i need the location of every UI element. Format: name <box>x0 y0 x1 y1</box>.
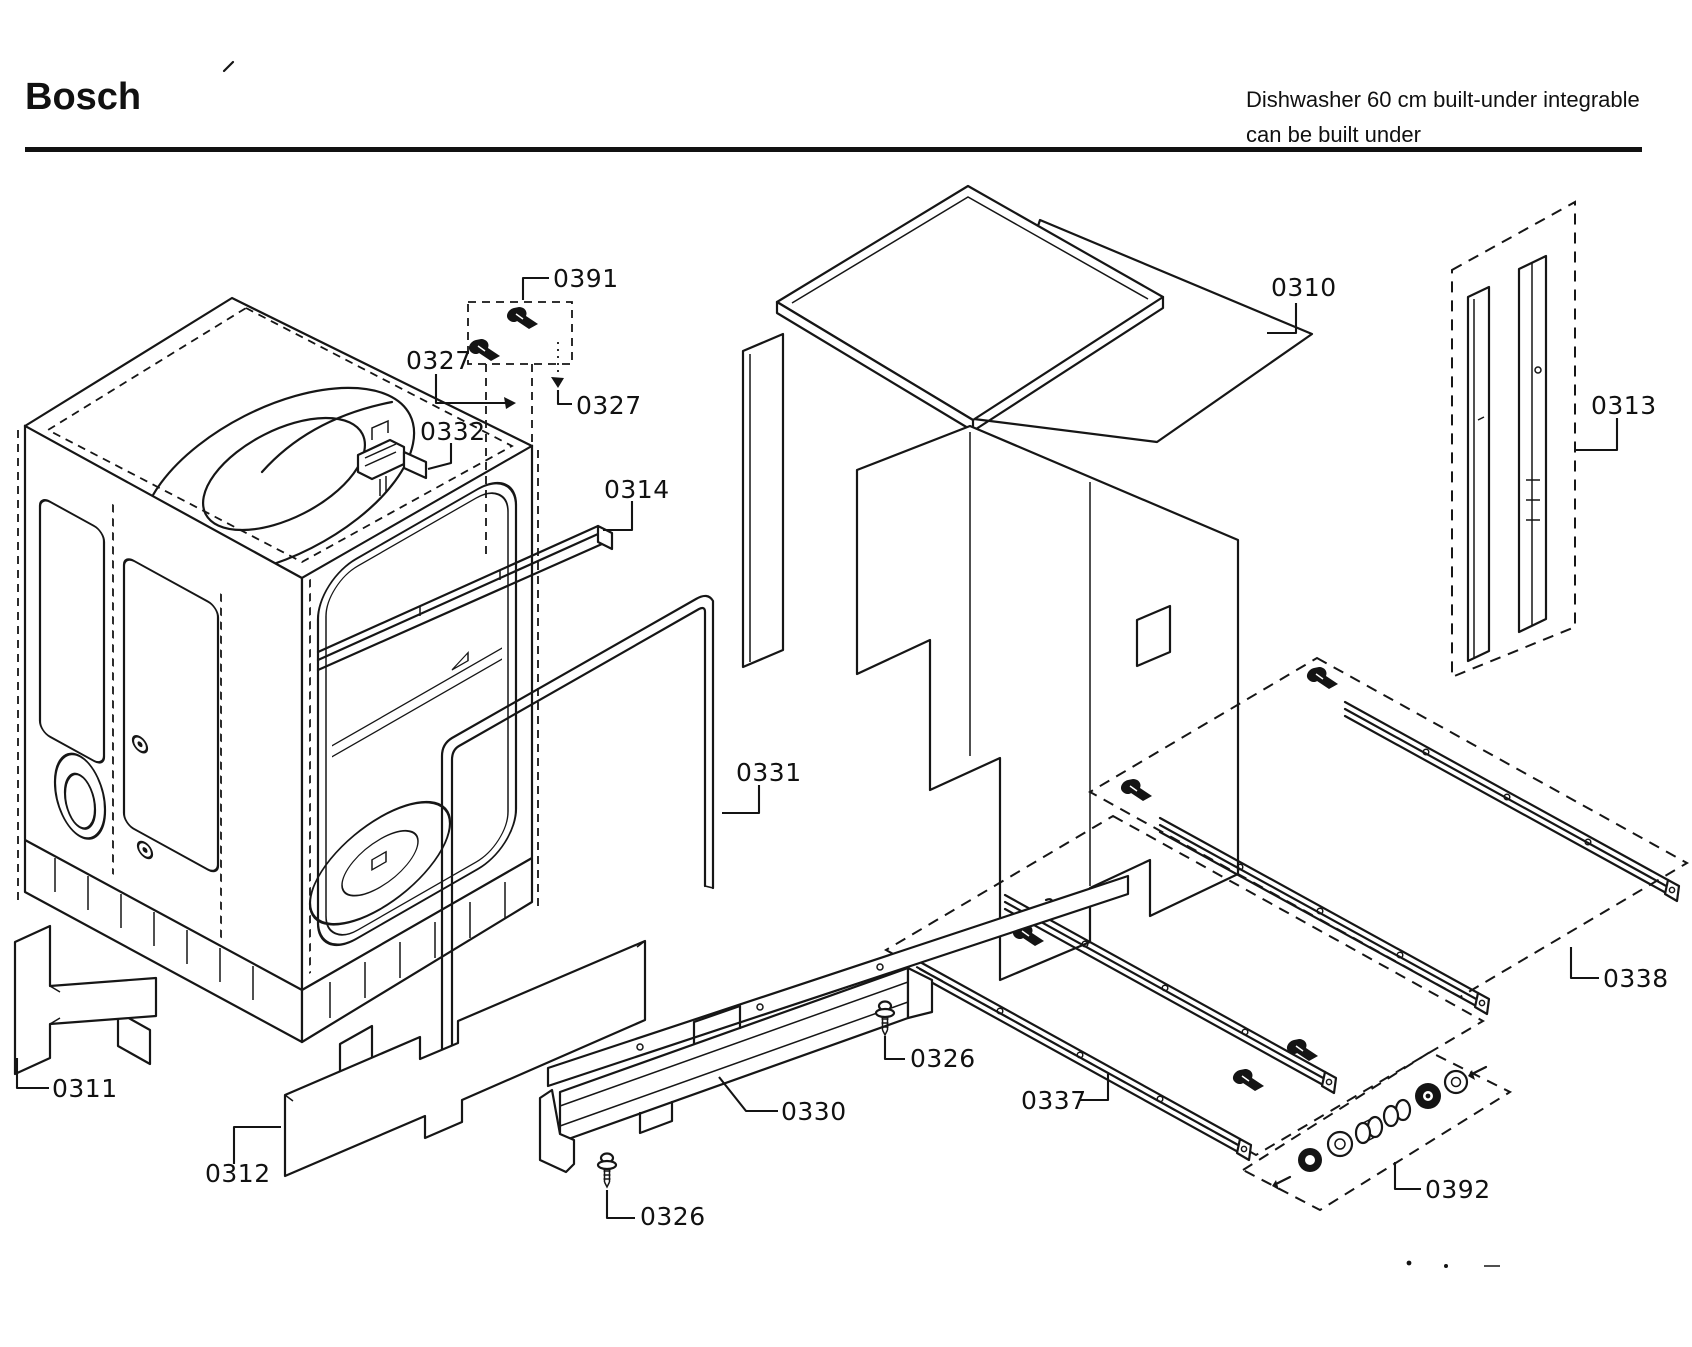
side-strips-0313 <box>1452 202 1575 677</box>
product-description <box>1246 82 1640 152</box>
part-label-0327: 0327 <box>406 346 472 375</box>
product-description-line1: Dishwasher 60 cm built-under integrable <box>1246 87 1640 112</box>
rail-clip <box>1307 667 1338 689</box>
tub-assembly <box>18 298 612 1078</box>
part-label-0313: 0313 <box>1591 391 1657 420</box>
rail-clip <box>1233 1069 1264 1091</box>
leader-line-0331 <box>722 785 759 813</box>
part-label-0338: 0338 <box>1603 964 1669 993</box>
leader-line-0314 <box>603 501 632 530</box>
part-label-0337: 0337 <box>1021 1086 1087 1115</box>
leader-line-0327 <box>558 390 572 404</box>
part-label-0331: 0331 <box>736 758 802 787</box>
leader-arrow <box>551 377 564 388</box>
part-label-0314: 0314 <box>604 475 670 504</box>
leader-line-0313 <box>1576 418 1617 450</box>
rail <box>1345 702 1679 901</box>
leader-line-0391 <box>523 278 549 300</box>
leader-line-0338 <box>1571 947 1599 978</box>
rail-clip <box>1287 1039 1318 1061</box>
part-label-0391: 0391 <box>553 264 619 293</box>
leader-line-0326 <box>885 1036 905 1059</box>
header-divider <box>25 147 1642 152</box>
leader-line-0326 <box>607 1190 635 1218</box>
product-description-line2: can be built under <box>1246 122 1421 147</box>
part-label-0327: 0327 <box>576 391 642 420</box>
part-label-0332: 0332 <box>420 417 486 446</box>
part-label-0326: 0326 <box>910 1044 976 1073</box>
part-label-0330: 0330 <box>781 1097 847 1126</box>
part-label-0312: 0312 <box>205 1159 271 1188</box>
leader-line-0392 <box>1395 1162 1421 1189</box>
part-label-0311: 0311 <box>52 1074 118 1103</box>
brand-logo: Bosch <box>25 76 142 118</box>
leader-line-0327 <box>436 374 508 403</box>
screw-0326 <box>598 1154 616 1188</box>
part-label-0310: 0310 <box>1271 273 1337 302</box>
part-label-0392: 0392 <box>1425 1175 1491 1204</box>
part-label-0326: 0326 <box>640 1202 706 1231</box>
